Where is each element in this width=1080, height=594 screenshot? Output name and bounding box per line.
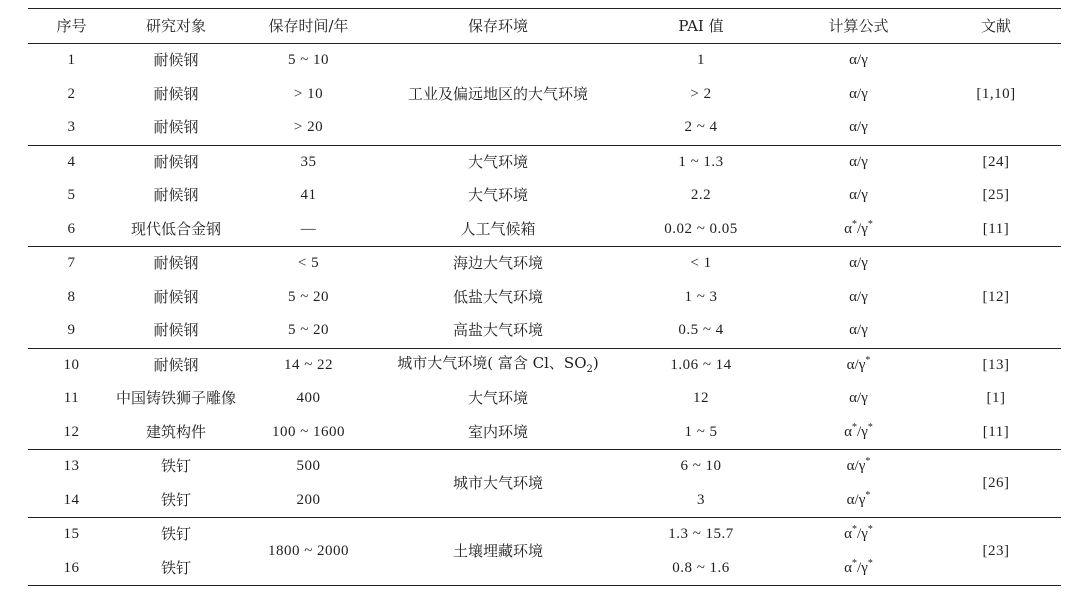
formula: α/γ xyxy=(786,314,931,348)
storage-environment: 室内环境 xyxy=(380,416,616,450)
storage-environment: 城市大气环境 xyxy=(380,450,616,518)
formula: α*/γ* xyxy=(786,213,931,247)
research-object: 耐候钢 xyxy=(153,84,199,103)
formula: α/γ xyxy=(849,288,868,305)
storage-time: 200 xyxy=(237,484,380,518)
reference: [11] xyxy=(931,213,1061,247)
storage-environment: 海边大气环境 xyxy=(452,254,543,273)
header-cell: PAI 值 xyxy=(616,9,786,44)
storage-time: — xyxy=(237,213,380,247)
storage-environment: 人工气候箱 xyxy=(380,213,616,247)
storage-time: 5 ~ 20 xyxy=(237,314,380,348)
research-object: 耐候钢 xyxy=(153,355,199,374)
table-row xyxy=(28,314,1061,348)
row-number: 15 xyxy=(63,526,80,543)
pai-value: 0.02 ~ 0.05 xyxy=(616,213,786,247)
table-row xyxy=(28,518,1061,552)
storage-environment: 土壤埋藏环境 xyxy=(380,518,616,586)
table-row xyxy=(28,179,1061,213)
storage-environment: 大气环境 xyxy=(467,152,528,171)
pai-value: 2 ~ 4 xyxy=(616,111,786,145)
storage-environment: 城市大气环境( 富含 Cl、$SO_2$) xyxy=(397,353,599,375)
pai-value: 1 ~ 3 xyxy=(684,288,718,305)
header-cell: 计算公式 xyxy=(786,9,931,44)
research-object: 铁钉 xyxy=(115,484,237,518)
pai-value: > 2 xyxy=(690,85,712,102)
pai-value: 1 xyxy=(697,52,705,69)
research-object: 耐候钢 xyxy=(153,51,199,70)
row-number: 13 xyxy=(63,458,80,475)
data-table-container xyxy=(28,8,1061,586)
row-number: 11 xyxy=(63,390,80,407)
reference: [23] xyxy=(931,518,1061,586)
storage-time: 400 xyxy=(296,390,321,407)
header-cell: 保存环境 xyxy=(380,9,616,44)
row-number: 14 xyxy=(28,484,115,518)
storage-time: > 20 xyxy=(237,111,380,145)
table-row xyxy=(28,44,1061,78)
pai-value: 6 ~ 10 xyxy=(680,458,722,475)
table-row xyxy=(28,247,1061,281)
formula: α/γ xyxy=(849,153,868,170)
pai-data-table xyxy=(28,8,1061,586)
storage-time: 41 xyxy=(300,187,317,204)
formula: α*/γ* xyxy=(844,524,873,543)
row-number: 4 xyxy=(67,153,76,170)
row-number: 3 xyxy=(28,111,115,145)
table-row xyxy=(28,382,1061,416)
table-row xyxy=(28,348,1061,382)
formula: α/γ* xyxy=(846,456,871,475)
reference: [11] xyxy=(931,416,1061,450)
formula: α/γ xyxy=(849,52,868,69)
formula: α/γ xyxy=(849,255,868,272)
row-number: 6 xyxy=(28,213,115,247)
formula: α/γ xyxy=(849,187,868,204)
row-number: 9 xyxy=(28,314,115,348)
table-row xyxy=(28,281,1061,315)
storage-time: 5 ~ 20 xyxy=(287,288,330,305)
formula: α*/γ* xyxy=(786,552,931,586)
table-row xyxy=(28,416,1061,450)
row-number: 16 xyxy=(28,552,115,586)
storage-environment: 低盐大气环境 xyxy=(452,287,543,306)
header-cell: 研究对象 xyxy=(115,9,237,44)
storage-environment: 高盐大气环境 xyxy=(380,314,616,348)
pai-value: 0.5 ~ 4 xyxy=(616,314,786,348)
reference: [26] xyxy=(931,450,1061,518)
pai-value: 1 ~ 5 xyxy=(616,416,786,450)
storage-time: 100 ~ 1600 xyxy=(237,416,380,450)
pai-value: 12 xyxy=(693,390,709,407)
storage-time: 14 ~ 22 xyxy=(283,356,334,373)
formula: α/γ* xyxy=(786,484,931,518)
research-object: 铁钉 xyxy=(160,525,191,544)
research-object: 耐候钢 xyxy=(153,287,199,306)
header-cell: 序号 xyxy=(28,9,115,44)
row-number: 8 xyxy=(67,288,76,305)
storage-environment: 大气环境 xyxy=(467,389,528,408)
formula: α/γ xyxy=(786,111,931,145)
research-object: 现代低合金钢 xyxy=(115,213,237,247)
pai-value: 3 xyxy=(616,484,786,518)
pai-value: 1.3 ~ 15.7 xyxy=(668,526,734,543)
reference: [24] xyxy=(982,153,1010,170)
row-number: 12 xyxy=(28,416,115,450)
storage-time: < 5 xyxy=(297,255,320,272)
storage-time: 1800 ~ 2000 xyxy=(237,518,380,586)
research-object: 耐候钢 xyxy=(153,152,199,171)
pai-value: 2.2 xyxy=(690,187,712,204)
reference: [13] xyxy=(982,356,1010,373)
pai-value: < 1 xyxy=(690,255,712,272)
row-number: 10 xyxy=(63,356,80,373)
research-object: 耐候钢 xyxy=(115,111,237,145)
row-number: 5 xyxy=(67,187,76,204)
table-header-row xyxy=(28,9,1061,44)
research-object: 耐候钢 xyxy=(153,254,199,273)
storage-environment: 工业及偏远地区的大气环境 xyxy=(380,44,616,146)
formula: α/γ xyxy=(849,85,868,102)
formula: α/γ* xyxy=(846,354,871,373)
table-row xyxy=(28,450,1061,484)
research-object: 中国铸铁狮子雕像 xyxy=(115,389,236,408)
research-object: 耐候钢 xyxy=(115,314,237,348)
pai-value: 0.8 ~ 1.6 xyxy=(616,552,786,586)
row-number: 1 xyxy=(67,52,76,69)
formula: α*/γ* xyxy=(786,416,931,450)
header-cell: 保存时间/年 xyxy=(237,9,380,44)
row-number: 2 xyxy=(67,85,76,102)
header-cell: 文献 xyxy=(931,9,1061,44)
table-row xyxy=(28,145,1061,179)
pai-value: 1.06 ~ 14 xyxy=(670,356,732,373)
storage-time: > 10 xyxy=(293,85,324,102)
research-object: 铁钉 xyxy=(115,552,237,586)
reference: [12] xyxy=(931,247,1061,349)
reference: [1] xyxy=(986,390,1006,407)
formula: α/γ xyxy=(849,390,868,407)
research-object: 铁钉 xyxy=(160,457,191,476)
research-object: 耐候钢 xyxy=(153,186,199,205)
storage-time: 500 xyxy=(296,458,321,475)
row-number: 7 xyxy=(67,255,76,272)
storage-time: 5 ~ 10 xyxy=(287,52,330,69)
reference: [25] xyxy=(982,187,1010,204)
research-object: 建筑构件 xyxy=(115,416,237,450)
reference: [1,10] xyxy=(931,44,1061,146)
storage-time: 35 xyxy=(300,153,317,170)
storage-environment: 大气环境 xyxy=(467,186,528,205)
pai-value: 1 ~ 1.3 xyxy=(678,153,724,170)
table-row xyxy=(28,213,1061,247)
